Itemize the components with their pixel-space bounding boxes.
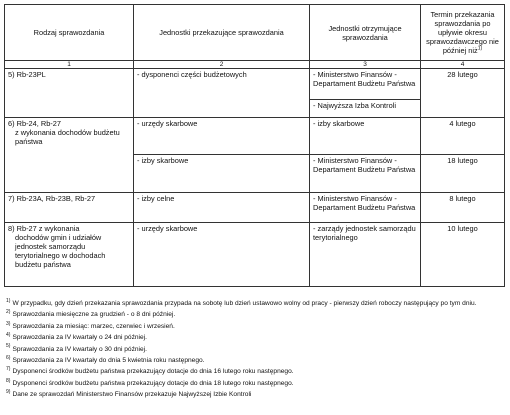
receiving-unit-part: - Najwyższa Izba Kontroli [310, 99, 420, 111]
column-numbers-row [5, 61, 505, 69]
footnote: $^{4)}$ Sprawozdania za IV kwartały o 24 dni później. [6, 331, 147, 342]
receiving-unit [310, 69, 421, 118]
footnote: $^{8)}$ Dysponenci środków budżetu państwa przekazujący dotacje do dnia 18 lutego roku następnego. [6, 377, 294, 387]
footnotes [6, 297, 501, 403]
footnote: $^{1)}$ W przypadku, gdy dzień przekazania sprawozdania przypada na sobotę lub dzień ustawowo wolny od pracy - pierwszy dzień roboczy następujący po tym dniu. [6, 297, 477, 307]
sending-unit: - izby celne [134, 193, 310, 223]
report-type: 8) Rb-27 z wykonania dochodów gmin i udziałów jednostek samorządu terytorialnego w dochodach budżetu państwa [5, 223, 134, 287]
header-receivers: Jednostki otrzymujące sprawozdania [310, 5, 421, 61]
sending-unit: - urzędy skarbowe [134, 223, 310, 287]
deadline: 10 lutego [421, 223, 505, 287]
header-senders: Jednostki przekazujące sprawozdania [134, 5, 310, 61]
sending-unit: - urzędy skarbowe [134, 118, 310, 155]
header-row [5, 5, 505, 61]
deadline: 4 lutego [421, 118, 505, 155]
footnote: $^{9)}$ Dane ze sprawozdań Ministerstwo Finansów przekazuje Najwyższej Izbie Kontroli [6, 388, 252, 399]
header-deadline: Termin przekazania sprawozdania po upływie okresu sprawozdawczego nie później niż$^{1)}$ [421, 5, 505, 61]
receiving-unit: - zarządy jednostek samorządu terytorialnego [310, 223, 421, 287]
footnote-mark: 1) [477, 45, 483, 52]
sending-unit: - dysponenci części budżetowych [134, 69, 310, 118]
deadline: 8 lutego [421, 193, 505, 223]
report-type: 6) Rb-24, Rb-27 z wykonania dochodów budżetu państwa [5, 118, 134, 193]
sending-unit: - izby skarbowe [134, 155, 310, 193]
footnote: $^{7)}$ Dysponenci środków budżetu państwa przekazujący dotacje do dnia 16 lutego roku następnego. [6, 366, 294, 376]
col-number: 4 [421, 61, 505, 69]
col-number: 1 [5, 61, 134, 69]
report-type: 7) Rb-23A, Rb-23B, Rb-27 [5, 193, 134, 223]
table-row [5, 69, 505, 118]
footnote: $^{3)}$ Sprawozdania za miesiąc: marzec, czerwiec i wrzesień. [6, 320, 175, 330]
receiving-unit: - Ministerstwo Finansów - Departament Budżetu Państwa [310, 155, 421, 193]
receiving-unit-part: - Ministerstwo Finansów - Departament Budżetu Państwa [313, 70, 416, 88]
table-row [5, 223, 505, 287]
deadline: 18 lutego [421, 155, 505, 193]
report-type: 5) Rb-23PL [5, 69, 134, 118]
table-row [5, 193, 505, 223]
footnote: $^{5)}$ Sprawozdania za IV kwartały o 30 dni później. [6, 343, 147, 353]
receiving-unit: - izby skarbowe [310, 118, 421, 155]
col-number: 2 [134, 61, 310, 69]
receiving-unit: - Ministerstwo Finansów - Departament Budżetu Państwa [310, 193, 421, 223]
footnote: $^{6)}$ Sprawozdania za IV kwartały do dnia 5 kwietnia roku następnego. [6, 354, 205, 364]
deadline: 28 lutego [421, 69, 505, 118]
table-row [5, 118, 505, 155]
report-table [4, 4, 505, 287]
header-type: Rodzaj sprawozdania [5, 5, 134, 61]
footnote: $^{2)}$ Sprawozdania miesięczne za grudzień - o 8 dni później. [6, 309, 176, 319]
col-number: 3 [310, 61, 421, 69]
